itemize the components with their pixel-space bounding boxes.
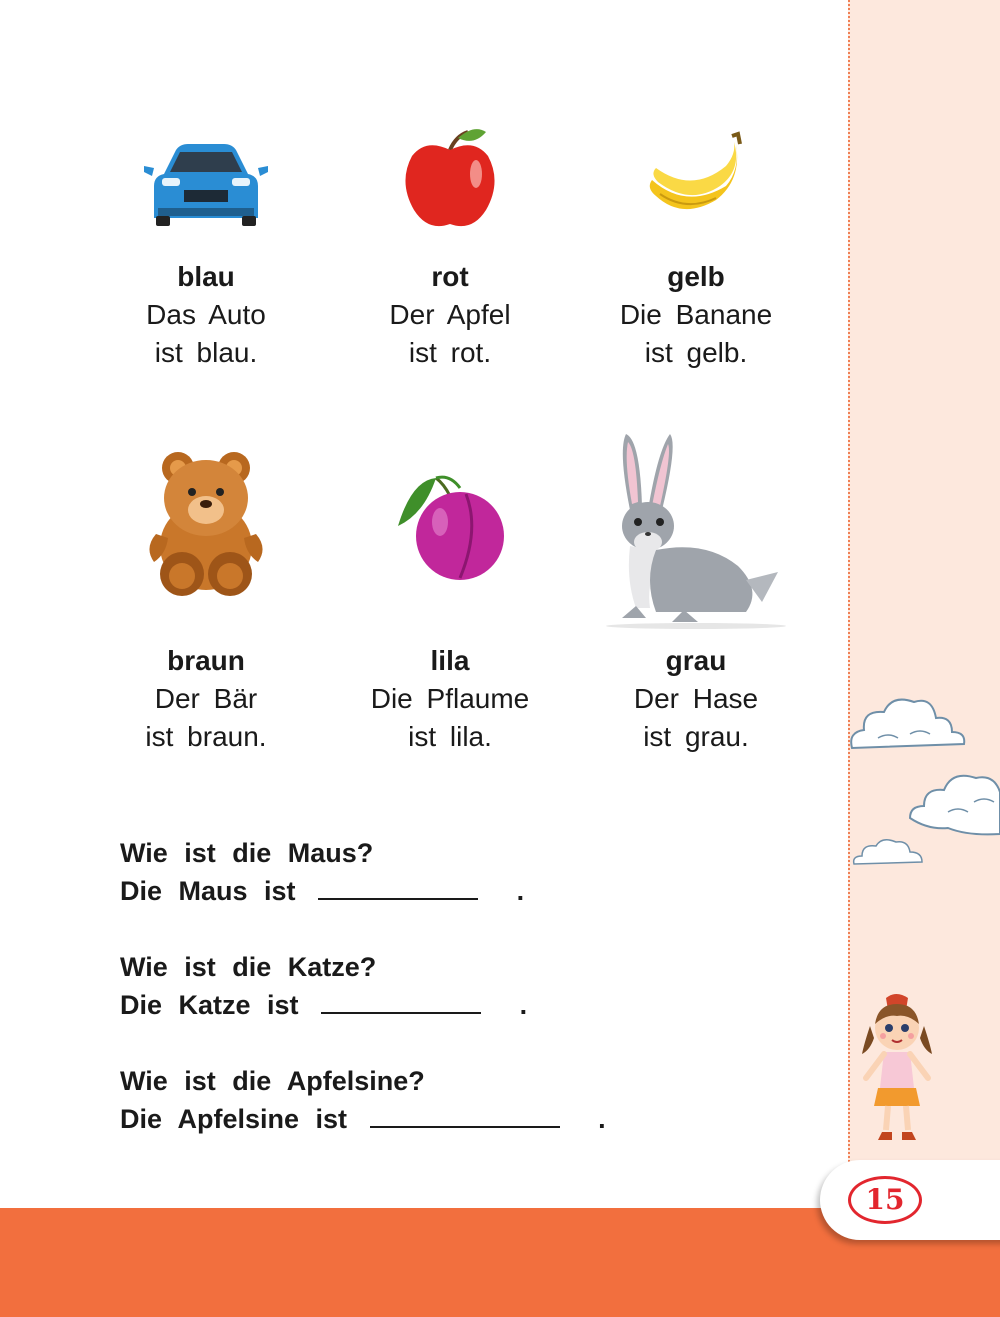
hare-icon bbox=[586, 430, 806, 630]
color-word: lila bbox=[430, 645, 470, 676]
answer-prefix: Die Maus ist bbox=[120, 876, 296, 906]
color-word: rot bbox=[431, 261, 469, 292]
car-icon bbox=[96, 120, 316, 230]
answer-suffix: . bbox=[516, 876, 525, 906]
sentence-line-1: Der Apfel bbox=[389, 299, 511, 330]
sentence-line-2: ist blau. bbox=[154, 337, 258, 368]
teddy-bear-icon bbox=[96, 430, 316, 610]
page-number: 15 bbox=[848, 1176, 922, 1224]
girl-illustration bbox=[856, 992, 938, 1142]
answer-blank[interactable] bbox=[370, 1100, 560, 1128]
cloud-icon bbox=[852, 836, 924, 870]
color-word: gelb bbox=[667, 261, 725, 292]
sentence-line-1: Das Auto bbox=[146, 299, 266, 330]
apple-icon bbox=[340, 120, 560, 230]
answer-blank[interactable] bbox=[321, 986, 481, 1014]
sentence-line-1: Der Bär bbox=[154, 683, 258, 714]
side-dotted-border bbox=[848, 0, 850, 1170]
answer-line bbox=[120, 986, 527, 1024]
answer-prefix: Die Apfelsine ist bbox=[120, 1104, 348, 1134]
sentence-line-2: ist grau. bbox=[643, 721, 749, 752]
question-text: Wie ist die Katze? bbox=[120, 952, 377, 982]
banana-icon bbox=[586, 120, 806, 230]
sentence-line-2: ist gelb. bbox=[644, 337, 748, 368]
answer-blank[interactable] bbox=[318, 872, 478, 900]
answer-line bbox=[120, 1100, 606, 1138]
sentence-line-1: Die Banane bbox=[619, 299, 773, 330]
sentence-line-2: ist braun. bbox=[145, 721, 267, 752]
sentence-line-1: Der Hase bbox=[633, 683, 759, 714]
color-word: blau bbox=[177, 261, 235, 292]
sentence-line-2: ist lila. bbox=[408, 721, 492, 752]
color-word: braun bbox=[167, 645, 245, 676]
answer-prefix: Die Katze ist bbox=[120, 990, 299, 1020]
cloud-icon bbox=[848, 688, 968, 758]
question-text: Wie ist die Maus? bbox=[120, 838, 374, 868]
sentence-line-1: Die Pflaume bbox=[370, 683, 530, 714]
sentence-line-2: ist rot. bbox=[408, 337, 492, 368]
question-text: Wie ist die Apfelsine? bbox=[120, 1066, 425, 1096]
answer-line bbox=[120, 872, 524, 910]
cloud-icon bbox=[908, 768, 1000, 840]
answer-suffix: . bbox=[519, 990, 528, 1020]
answer-suffix: . bbox=[598, 1104, 606, 1134]
plum-icon bbox=[340, 430, 560, 610]
color-word: grau bbox=[665, 645, 727, 676]
